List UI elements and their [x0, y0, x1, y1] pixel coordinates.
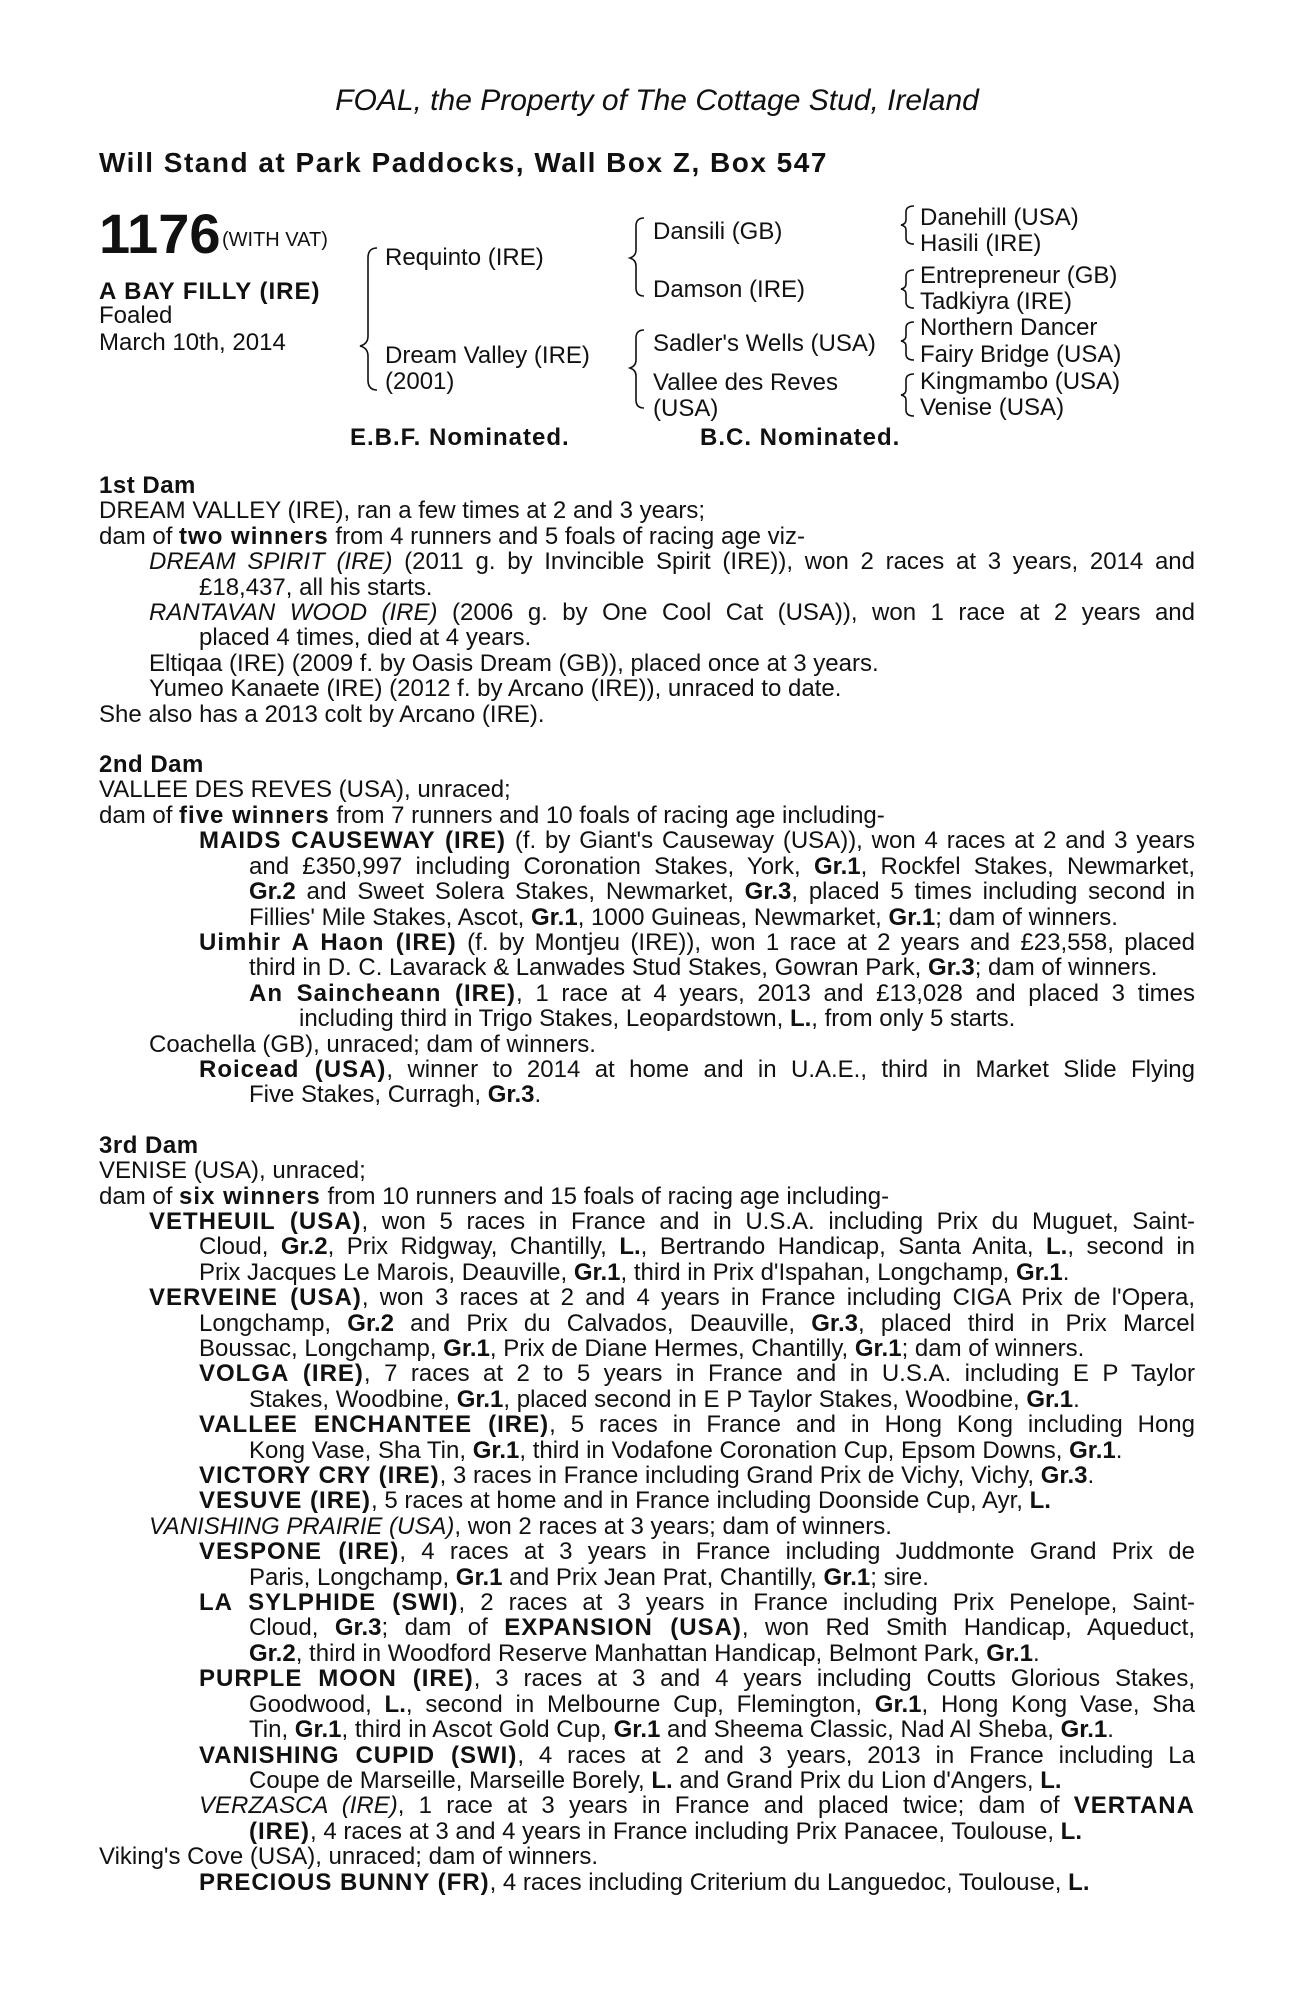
brace-sd	[901, 270, 914, 308]
bc-nominated: B.C. Nominated.	[700, 424, 901, 451]
dam2-uimhir: Uimhir A Haon (IRE) (f. by Montjeu (IRE)), won 1 race at 2 years and £23,558, placed	[199, 928, 1195, 956]
dam3-vanishing-cupid: VANISHING CUPID (SWI), 4 races at 2 and 3 years, 2013 in France including La	[199, 1741, 1195, 1769]
pedigree-dsd: Fairy Bridge (USA)	[920, 341, 1122, 368]
dam1-offspring-1-cont: £18,437, all his starts.	[199, 573, 433, 601]
dam2-an-saincheann: An Saincheann (IRE), 1 race at 4 years, 2013 and £13,028 and placed 3 times	[249, 979, 1195, 1007]
dam2-an-saincheann-cont: including third in Trigo Stakes, Leopardstown, L., from only 5 starts.	[299, 1005, 1016, 1033]
dam3-la-sylphide: LA SYLPHIDE (SWI), 2 races at 3 years in France including Prix Penelope, Saint-	[199, 1589, 1195, 1617]
dam3-vallee-enchantee-cont: Kong Vase, Sha Tin, Gr.1, third in Vodafone Coronation Cup, Epsom Downs, Gr.1.	[249, 1436, 1123, 1464]
dam1-offspring-1: DREAM SPIRIT (IRE) (2011 g. by Invincible Spirit (IRE)), won 2 races at 3 years, 2014 and	[149, 548, 1195, 576]
pedigree-sdd: Tadkiyra (IRE)	[920, 288, 1073, 315]
pedigree-dam: Dream Valley (IRE)	[385, 342, 590, 369]
dam1-offspring-2-cont: placed 4 times, died at 4 years.	[199, 624, 532, 652]
dam3-precious-bunny: PRECIOUS BUNNY (FR), 4 races including Criterium du Languedoc, Toulouse, L.	[199, 1868, 1090, 1896]
ebf-nominated: E.B.F. Nominated.	[350, 424, 570, 451]
lot-description: A BAY FILLY (IRE)	[99, 278, 321, 305]
dam1-offspring-2: RANTAVAN WOOD (IRE) (2006 g. by One Cool Cat (USA)), won 1 race at 2 years and	[149, 599, 1196, 627]
dam3-vetheuil-cont2: Prix Jacques Le Marois, Deauville, Gr.1, third in Prix d'Ispahan, Longchamp, Gr.1.	[199, 1258, 1070, 1286]
dam3-intro: VENISE (USA), unraced;	[99, 1157, 366, 1185]
pedigree-sire-dam: Damson (IRE)	[653, 276, 806, 303]
brace-main	[360, 248, 377, 390]
dam3-vespone: VESPONE (IRE), 4 races at 3 years in France including Juddmonte Grand Prix de	[199, 1538, 1195, 1566]
dam2-summary: dam of five winners from 7 runners and 10 foals of racing age including-	[99, 801, 885, 829]
dam3-vikings-cove: Viking's Cove (USA), unraced; dam of winners.	[99, 1843, 599, 1871]
dam3-vetheuil-cont1: Cloud, Gr.2, Prix Ridgway, Chantilly, L., Bertrando Handicap, Santa Anita, L., second in	[199, 1233, 1196, 1261]
brace-dam	[630, 330, 644, 408]
dam2-roicead: Roicead (USA), winner to 2014 at home and in U.A.E., third in Market Slide Flying	[199, 1055, 1195, 1083]
dam2-maids-causeway-cont3: Fillies' Mile Stakes, Ascot, Gr.1, 1000 Guineas, Newmarket, Gr.1; dam of winners.	[249, 903, 1118, 931]
dam2-maids-causeway-cont1: and £350,997 including Coronation Stakes, York, Gr.1, Rockfel Stakes, Newmarket,	[249, 852, 1196, 880]
foaled-date: March 10th, 2014	[99, 329, 286, 356]
brace-ds	[901, 322, 914, 360]
dam3-volga-cont: Stakes, Woodbine, Gr.1, placed second in E P Taylor Stakes, Woodbine, Gr.1.	[249, 1385, 1080, 1413]
pedigree-dam-dam-origin: (USA)	[653, 395, 719, 422]
dam2-maids-causeway: MAIDS CAUSEWAY (IRE) (f. by Giant's Causeway (USA)), won 4 races at 2 and 3 years	[199, 827, 1195, 855]
dam2-uimhir-cont: third in D. C. Lavarack & Lanwades Stud Stakes, Gowran Park, Gr.3; dam of winners.	[249, 954, 1158, 982]
dam3-vanishing-prairie: VANISHING PRAIRIE (USA), won 2 races at 3 years; dam of winners.	[149, 1512, 892, 1540]
dam2-coachella: Coachella (GB), unraced; dam of winners.	[149, 1030, 596, 1058]
dam3-vespone-cont: Paris, Longchamp, Gr.1 and Prix Jean Prat, Chantilly, Gr.1; sire.	[249, 1563, 929, 1591]
dam3-la-sylphide-cont1: Cloud, Gr.3; dam of EXPANSION (USA), won Red Smith Handicap, Aqueduct,	[249, 1614, 1196, 1642]
dam3-volga: VOLGA (IRE), 7 races at 2 to 5 years in France and in U.S.A. including E P Taylor	[199, 1360, 1196, 1388]
brace-sire	[630, 218, 644, 296]
pedigree-dds: Kingmambo (USA)	[920, 368, 1121, 395]
pedigree-dam-sire: Sadler's Wells (USA)	[653, 330, 876, 357]
dam2-heading: 2nd Dam	[99, 751, 204, 779]
dam-records	[99, 473, 1195, 1895]
dam1-heading: 1st Dam	[99, 472, 196, 499]
dam2-roicead-cont: Five Stakes, Curragh, Gr.3.	[249, 1081, 542, 1109]
dam3-verveine-cont2: Boussac, Longchamp, Gr.1, Prix de Diane Hermes, Chantilly, Gr.1; dam of winners.	[199, 1335, 1085, 1362]
dam3-la-sylphide-cont2: Gr.2, third in Woodford Reserve Manhattan Handicap, Belmont Park, Gr.1.	[249, 1639, 1040, 1667]
dam3-purple-moon-cont2: Tin, Gr.1, third in Ascot Gold Cup, Gr.1 and Sheema Classic, Nad Al Sheba, Gr.1.	[249, 1716, 1114, 1744]
pedigree-sss: Danehill (USA)	[920, 204, 1079, 231]
dam3-heading: 3rd Dam	[99, 1131, 199, 1159]
pedigree-sire-sire: Dansili (GB)	[653, 218, 783, 245]
pedigree-sds: Entrepreneur (GB)	[920, 262, 1118, 289]
dam3-victory-cry: VICTORY CRY (IRE), 3 races in France including Grand Prix de Vichy, Vichy, Gr.3.	[199, 1462, 1095, 1490]
dam3-summary: dam of six winners from 10 runners and 15 foals of racing age including-	[99, 1182, 890, 1210]
vat-label: (WITH VAT)	[222, 229, 328, 251]
dam3-verveine: VERVEINE (USA), won 3 races at 2 and 4 years in France including CIGA Prix de l'Opera,	[149, 1284, 1195, 1312]
page-title: FOAL, the Property of The Cottage Stud, Ireland	[335, 84, 979, 117]
pedigree-ssd: Hasili (IRE)	[920, 230, 1042, 257]
brace-dd	[901, 374, 914, 416]
pedigree-dam-dam: Vallee des Reves	[653, 369, 838, 396]
dam3-purple-moon-cont1: Goodwood, L., second in Melbourne Cup, Flemington, Gr.1, Hong Kong Vase, Sha	[249, 1690, 1196, 1718]
dam3-vallee-enchantee: VALLEE ENCHANTEE (IRE), 5 races in France and in Hong Kong including Hong	[199, 1411, 1195, 1439]
lot-number: 1176	[99, 202, 221, 265]
pedigree-sire: Requinto (IRE)	[385, 244, 544, 271]
dam2-maids-causeway-cont2: Gr.2 and Sweet Solera Stakes, Newmarket, Gr.3, placed 5 times including second in	[249, 878, 1195, 906]
dam3-verveine-cont1: Longchamp, Gr.2 and Prix du Calvados, Deauville, Gr.3, placed third in Prix Marcel	[199, 1309, 1195, 1337]
dam3-vetheuil: VETHEUIL (USA), won 5 races in France and in U.S.A. including Prix du Muguet, Saint-	[149, 1207, 1195, 1235]
pedigree-dam-year: (2001)	[385, 368, 455, 395]
pedigree-ddd: Venise (USA)	[920, 394, 1065, 421]
dam1-offspring-5: She also has a 2013 colt by Arcano (IRE).	[99, 700, 545, 728]
dam1-summary: dam of two winners from 4 runners and 5 foals of racing age viz-	[99, 522, 805, 550]
dam2-intro: VALLEE DES REVES (USA), unraced;	[99, 776, 511, 804]
dam1-offspring-3: Eltiqaa (IRE) (2009 f. by Oasis Dream (GB)), placed once at 3 years.	[149, 649, 879, 677]
dam1-offspring-4: Yumeo Kanaete (IRE) (2012 f. by Arcano (IRE)), unraced to date.	[149, 675, 842, 703]
foaled-label: Foaled	[99, 302, 173, 329]
brace-ss	[901, 206, 914, 244]
dam3-vesuve: VESUVE (IRE), 5 races at home and in France including Doonside Cup, Ayr, L.	[199, 1487, 1051, 1515]
stand-location: Will Stand at Park Paddocks, Wall Box Z, Box 547	[99, 147, 828, 178]
dam3-verzasca: VERZASCA (IRE), 1 race at 3 years in France and placed twice; dam of VERTANA	[199, 1792, 1195, 1820]
dam1-intro: DREAM VALLEY (IRE), ran a few times at 2 and 3 years;	[99, 497, 706, 525]
dam3-vanishing-cupid-cont: Coupe de Marseille, Marseille Borely, L. and Grand Prix du Lion d'Angers, L.	[249, 1766, 1062, 1794]
pedigree-dss: Northern Dancer	[920, 314, 1098, 341]
dam3-verzasca-cont: (IRE), 4 races at 3 and 4 years in France including Prix Panacee, Toulouse, L.	[249, 1817, 1082, 1845]
dam3-purple-moon: PURPLE MOON (IRE), 3 races at 3 and 4 years including Coutts Glorious Stakes,	[199, 1665, 1195, 1693]
